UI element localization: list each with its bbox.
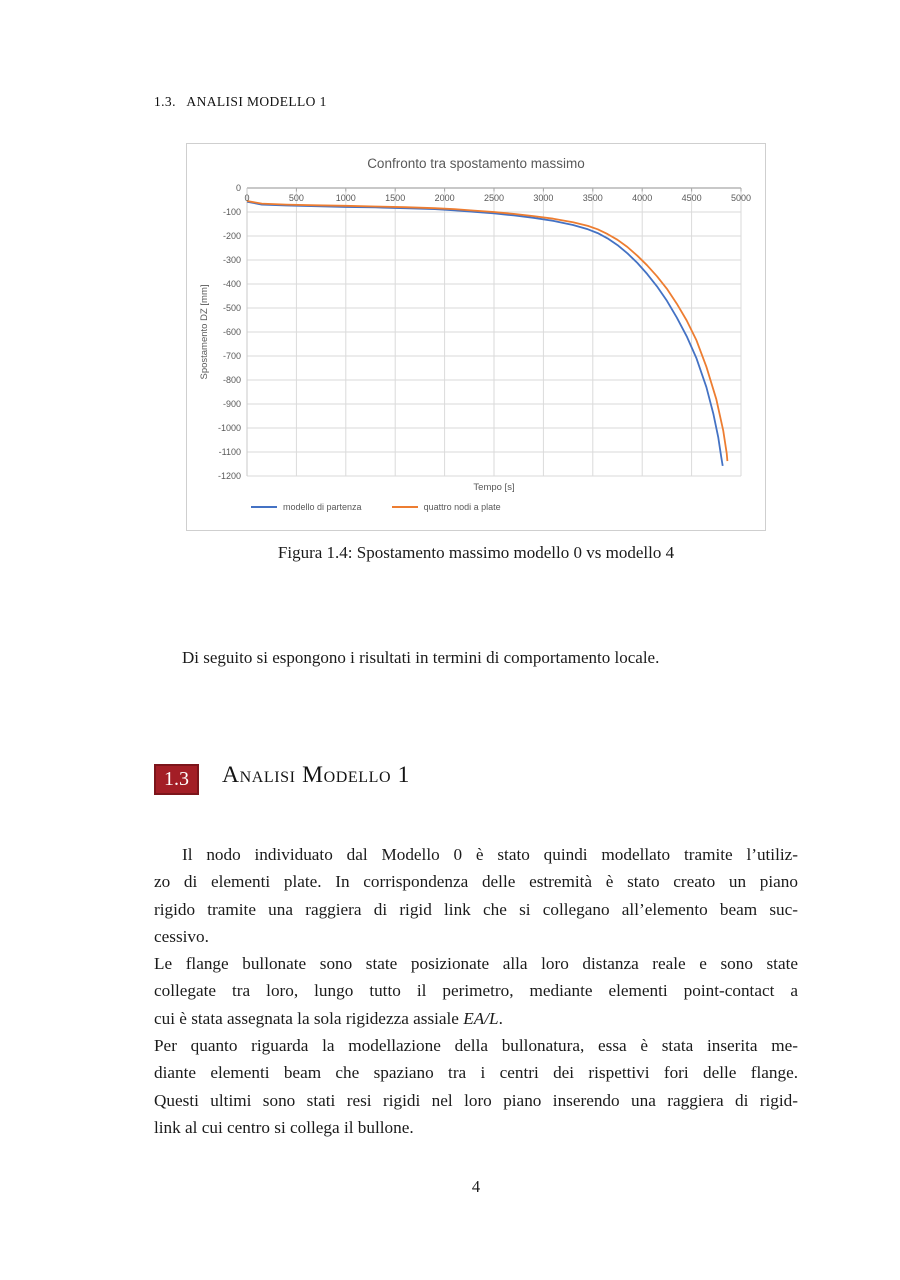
x-axis-title: Tempo [s] [473, 482, 515, 493]
body-line: cui è stata assegnata la sola rigidezza assiale EA/L. [154, 1008, 503, 1028]
y-tick-label: -1000 [217, 422, 241, 433]
y-tick-label: -300 [222, 254, 241, 265]
body-text [154, 841, 798, 1141]
y-tick-label: -1200 [217, 470, 241, 481]
body-line: Per quanto riguarda la modellazione della bullonatura, essa è stata inserita me- [154, 1036, 798, 1056]
body-line: link al cui centro si collega il bullone. [154, 1117, 414, 1137]
legend-item-series-1 [392, 502, 501, 512]
x-tick-label: 5000 [730, 193, 752, 203]
x-tick-label: 4000 [632, 193, 653, 203]
legend-label: modello di partenza [283, 502, 362, 512]
legend-label: quattro nodi a plate [423, 502, 501, 512]
x-tick-label: 2000 [434, 193, 455, 203]
body-line: Il nodo individuato dal Modello 0 è stato quindi modellato tramite l’utiliz- [182, 845, 798, 864]
x-tick-label: 3500 [582, 193, 603, 203]
y-tick-label: -1100 [218, 446, 241, 457]
y-tick-label: -600 [222, 326, 241, 337]
x-tick-label: 4500 [681, 193, 702, 203]
body-line: zo di elementi plate. In corrispondenza delle estremità è stato creato un piano [154, 872, 798, 892]
body-line: Le flange bullonate sono state posizionate alla loro distanza reale e sono state [154, 954, 798, 974]
legend-item-series-0 [251, 502, 362, 512]
page-number: 4 [471, 1177, 481, 1196]
body-line: rigido tramite una raggiera di rigid link che si collegano all’elemento beam suc- [154, 899, 798, 919]
section-number-box: 1.3 [154, 764, 199, 795]
y-tick-label: -200 [222, 230, 241, 241]
y-tick-label: -900 [222, 398, 241, 409]
chart-title: Confronto tra spostamento massimo [367, 156, 585, 171]
series-line-1 [247, 201, 727, 461]
y-tick-label: -800 [222, 374, 241, 385]
running-header: 1.3. ANALISI MODELLO 1 [154, 94, 327, 109]
y-tick-label: 0 [235, 182, 241, 193]
y-tick-label: -400 [222, 278, 241, 289]
body-line: diante elementi beam che spaziano tra i centri dei rispettivi fori delle flange. [154, 1063, 798, 1083]
chart-figure [186, 143, 766, 531]
chart-plot-area [244, 188, 752, 476]
x-tick-label: 0 [244, 193, 250, 203]
chart-canvas [247, 188, 741, 476]
figure-caption: Figura 1.4: Spostamento massimo modello 0 vs modello 4 [277, 543, 675, 562]
x-tick-label: 1000 [335, 193, 356, 203]
body-line: Questi ultimi sono stati resi rigidi nel loro piano inserendo una raggiera di rigid- [154, 1090, 798, 1110]
series-line-0 [247, 202, 723, 466]
body-line: cessivo. [154, 926, 209, 946]
y-axis-title: Spostamento DZ [mm] [199, 284, 210, 380]
body-line: collegate tra loro, lungo tutto il perimetro, mediante elementi point-contact a [154, 981, 798, 1001]
legend-line-swatch-blue [251, 506, 277, 508]
x-tick-label: 1500 [385, 193, 406, 203]
x-tick-label: 3000 [533, 193, 554, 203]
y-tick-label: -500 [222, 302, 241, 313]
x-tick-label: 2500 [483, 193, 505, 203]
x-tick-label: 500 [288, 193, 304, 203]
legend-line-swatch-orange [392, 506, 418, 508]
y-tick-label: -700 [222, 350, 241, 361]
intro-paragraph: Di seguito si espongono i risultati in termini di comportamento locale. [182, 648, 660, 667]
chart-legend [251, 502, 501, 512]
section-title: Analisi Modello 1 [222, 762, 410, 788]
y-tick-label: -100 [222, 206, 241, 217]
